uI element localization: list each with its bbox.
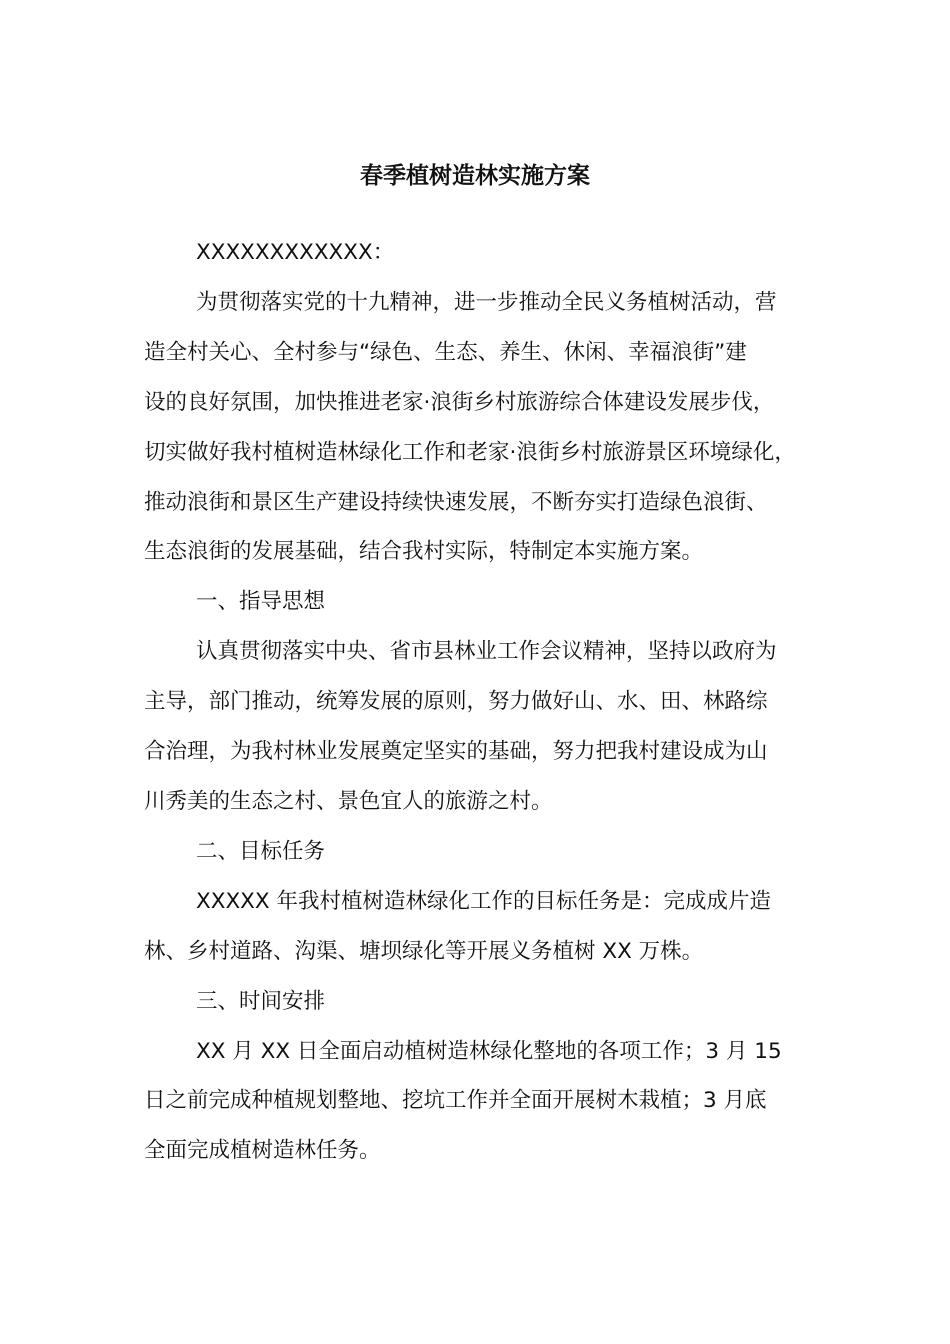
paragraph-line: 认真贯彻落实中央、省市县林业工作会议精神，坚持以政府为 (196, 639, 777, 665)
paragraph-line: 主导，部门推动，统筹发展的原则，努力做好山、水、田、林路综 (144, 689, 768, 715)
document-body (144, 228, 834, 1176)
paragraph-line: 为贯彻落实党的十九精神，进一步推动全民义务植树活动，营 (196, 289, 777, 315)
paragraph-line: 切实做好我村植树造林绿化工作和老家·浪街乡村旅游景区环境绿化， (144, 439, 796, 465)
paragraph-line: 全面完成植树造林任务。 (144, 1138, 381, 1164)
paragraph-line: XXXXX 年我村植树造林绿化工作的目标任务是：完成成片造 (196, 888, 771, 914)
paragraph-line: XX 月 XX 日全面启动植树造林绿化整地的各项工作；3 月 15 (196, 1038, 782, 1064)
section-heading: 一、指导思想 (196, 589, 326, 615)
salutation (144, 228, 834, 278)
guiding-thought-paragraph (144, 627, 834, 827)
section-heading: 三、时间安排 (196, 988, 326, 1014)
salutation-line: XXXXXXXXXXXX： (196, 240, 395, 265)
intro-paragraph (144, 278, 834, 577)
section-heading-schedule (144, 977, 834, 1027)
section-heading-guiding-thought (144, 577, 834, 627)
paragraph-line: 推动浪街和景区生产建设持续快速发展，不断夯实打造绿色浪街、 (144, 489, 768, 515)
paragraph-line: 设的良好氛围，加快推进老家·浪街乡村旅游综合体建设发展步伐， (144, 389, 775, 415)
paragraph-line: 生态浪街的发展基础，结合我村实际，特制定本实施方案。 (144, 539, 704, 565)
paragraph-line: 日之前完成种植规划整地、挖坑工作并全面开展树木栽植；3 月底 (144, 1088, 767, 1114)
section-heading: 二、目标任务 (196, 838, 326, 864)
paragraph-line: 合治理，为我村林业发展奠定坚实的基础，努力把我村建设成为山 (144, 739, 768, 765)
document-title: 春季植树造林实施方案 (360, 163, 590, 189)
targets-paragraph (144, 877, 834, 977)
paragraph-line: 川秀美的生态之村、景色宜人的旅游之村。 (144, 788, 553, 814)
paragraph-line: 造全村关心、全村参与“绿色、生态、养生、休闲、幸福浪街”建 (144, 339, 747, 365)
section-heading-targets (144, 827, 834, 877)
schedule-paragraph (144, 1027, 834, 1177)
paragraph-line: 林、乡村道路、沟渠、塘坝绿化等开展义务植树 XX 万株。 (144, 938, 704, 964)
